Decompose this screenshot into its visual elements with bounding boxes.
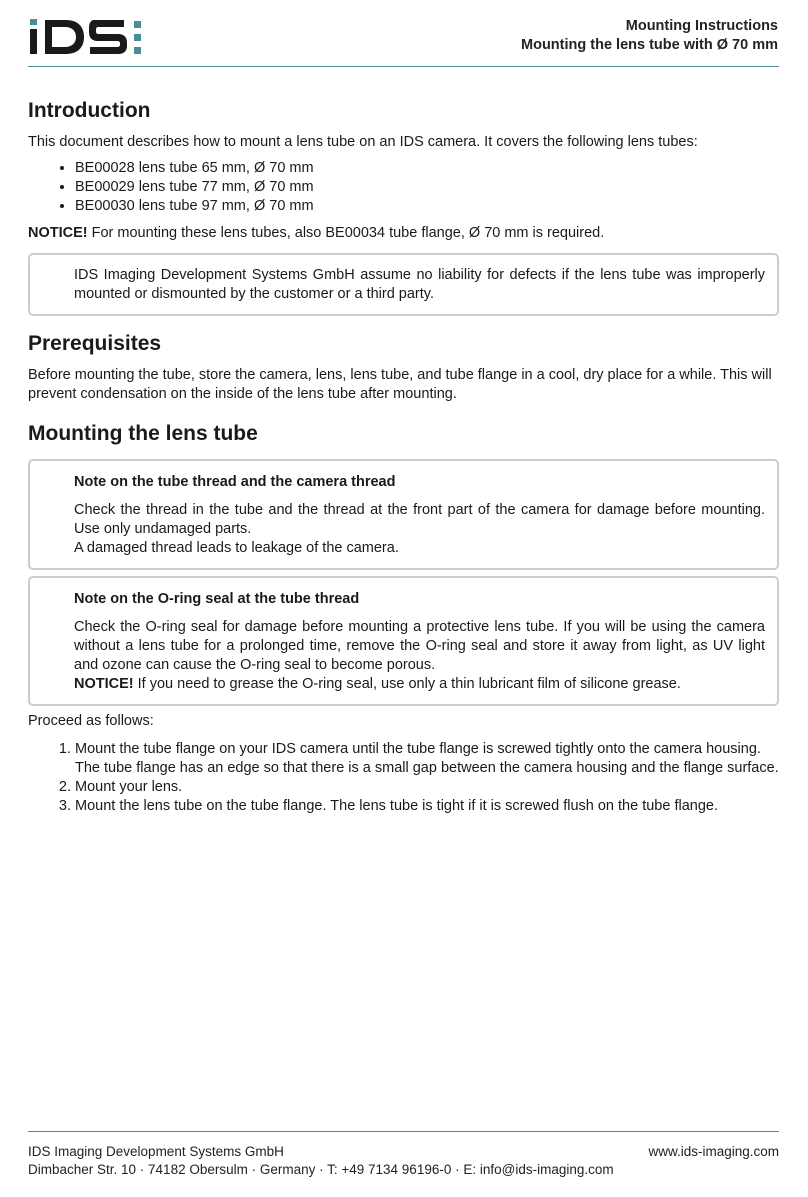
note-text: Check the thread in the tube and the thread at the front part of the camera for damage before mounting. Use only undamaged parts. [74, 502, 765, 537]
note-title: Note on the tube thread and the camera thread [74, 474, 396, 490]
footer-company: IDS Imaging Development Systems GmbH [28, 1144, 284, 1159]
document-footer [28, 1143, 779, 1179]
list-item: • BE00029 lens tube 77 mm, Ø 70 mm [75, 178, 779, 197]
note-title: Note on the O-ring seal at the tube thread [74, 591, 360, 607]
lens-tube-list [28, 159, 779, 216]
proceed-text: Proceed as follows: [28, 713, 154, 729]
header-title: Mounting Instructions [625, 18, 778, 34]
document-header [521, 17, 778, 55]
note-box-oring [28, 576, 779, 706]
footer-divider [28, 1131, 779, 1132]
step-item: 3. Mount the lens tube on the tube flange. The lens tube is tight if it is screwed flush on the tube flange. [75, 797, 779, 816]
list-item: • BE00030 lens tube 97 mm, Ø 70 mm [75, 197, 779, 216]
notice-paragraph [28, 224, 779, 243]
document-body [28, 97, 779, 816]
header-divider [28, 66, 779, 67]
section-heading-prerequisites: Prerequisites [28, 332, 162, 355]
note-text: Check the O-ring seal for damage before mounting a protective lens tube. If you will be using the camera without a lens tube for a prolonged time, remove the O-ring seal and store it away from light, as UV light and ozone can cause the O-ring seal to become porous. [74, 619, 765, 673]
note-text: A damaged thread leads to leakage of the camera. [74, 540, 399, 556]
step-item: 1. Mount the tube flange on your IDS camera until the tube flange is screwed tightly onto the camera housing. The tube flange has an edge so that there is a small gap between the camera housing and the flange surface. [75, 740, 779, 778]
section-heading-introduction: Introduction [28, 99, 151, 122]
step-item: 2. Mount your lens. [75, 778, 779, 797]
mounting-steps [28, 740, 779, 816]
intro-text: This document describes how to mount a lens tube on an IDS camera. It covers the following lens tubes: [28, 134, 698, 150]
notice-label: NOTICE! [28, 225, 88, 241]
liability-box [28, 253, 779, 316]
ids-logo [28, 18, 146, 56]
liability-text: IDS Imaging Development Systems GmbH assume no liability for defects if the lens tube was improperly mounted or dismounted by the customer or a third party. [74, 267, 765, 302]
notice-text: For mounting these lens tubes, also BE00034 tube flange, Ø 70 mm is required. [87, 225, 605, 241]
section-heading-mounting: Mounting the lens tube [28, 422, 258, 445]
list-item: • BE00028 lens tube 65 mm, Ø 70 mm [75, 159, 779, 178]
footer-address: Dimbacher Str. 10 · 74182 Obersulm · Germany · T: +49 7134 96196-0 · E: info@ids-imaging.com [28, 1162, 614, 1177]
prerequisites-text: Before mounting the tube, store the camera, lens, lens tube, and tube flange in a cool, dry place for a while. This will prevent condensation on the inside of the lens tube after mounting. [28, 367, 772, 402]
notice-paragraph [74, 675, 765, 694]
note-box-thread [28, 459, 779, 570]
notice-label: NOTICE! [74, 676, 134, 692]
header-subtitle: Mounting the lens tube with Ø 70 mm [521, 37, 778, 53]
notice-text: If you need to grease the O-ring seal, use only a thin lubricant film of silicone grease. [133, 676, 681, 692]
footer-website-link[interactable]: www.ids-imaging.com [648, 1144, 779, 1159]
